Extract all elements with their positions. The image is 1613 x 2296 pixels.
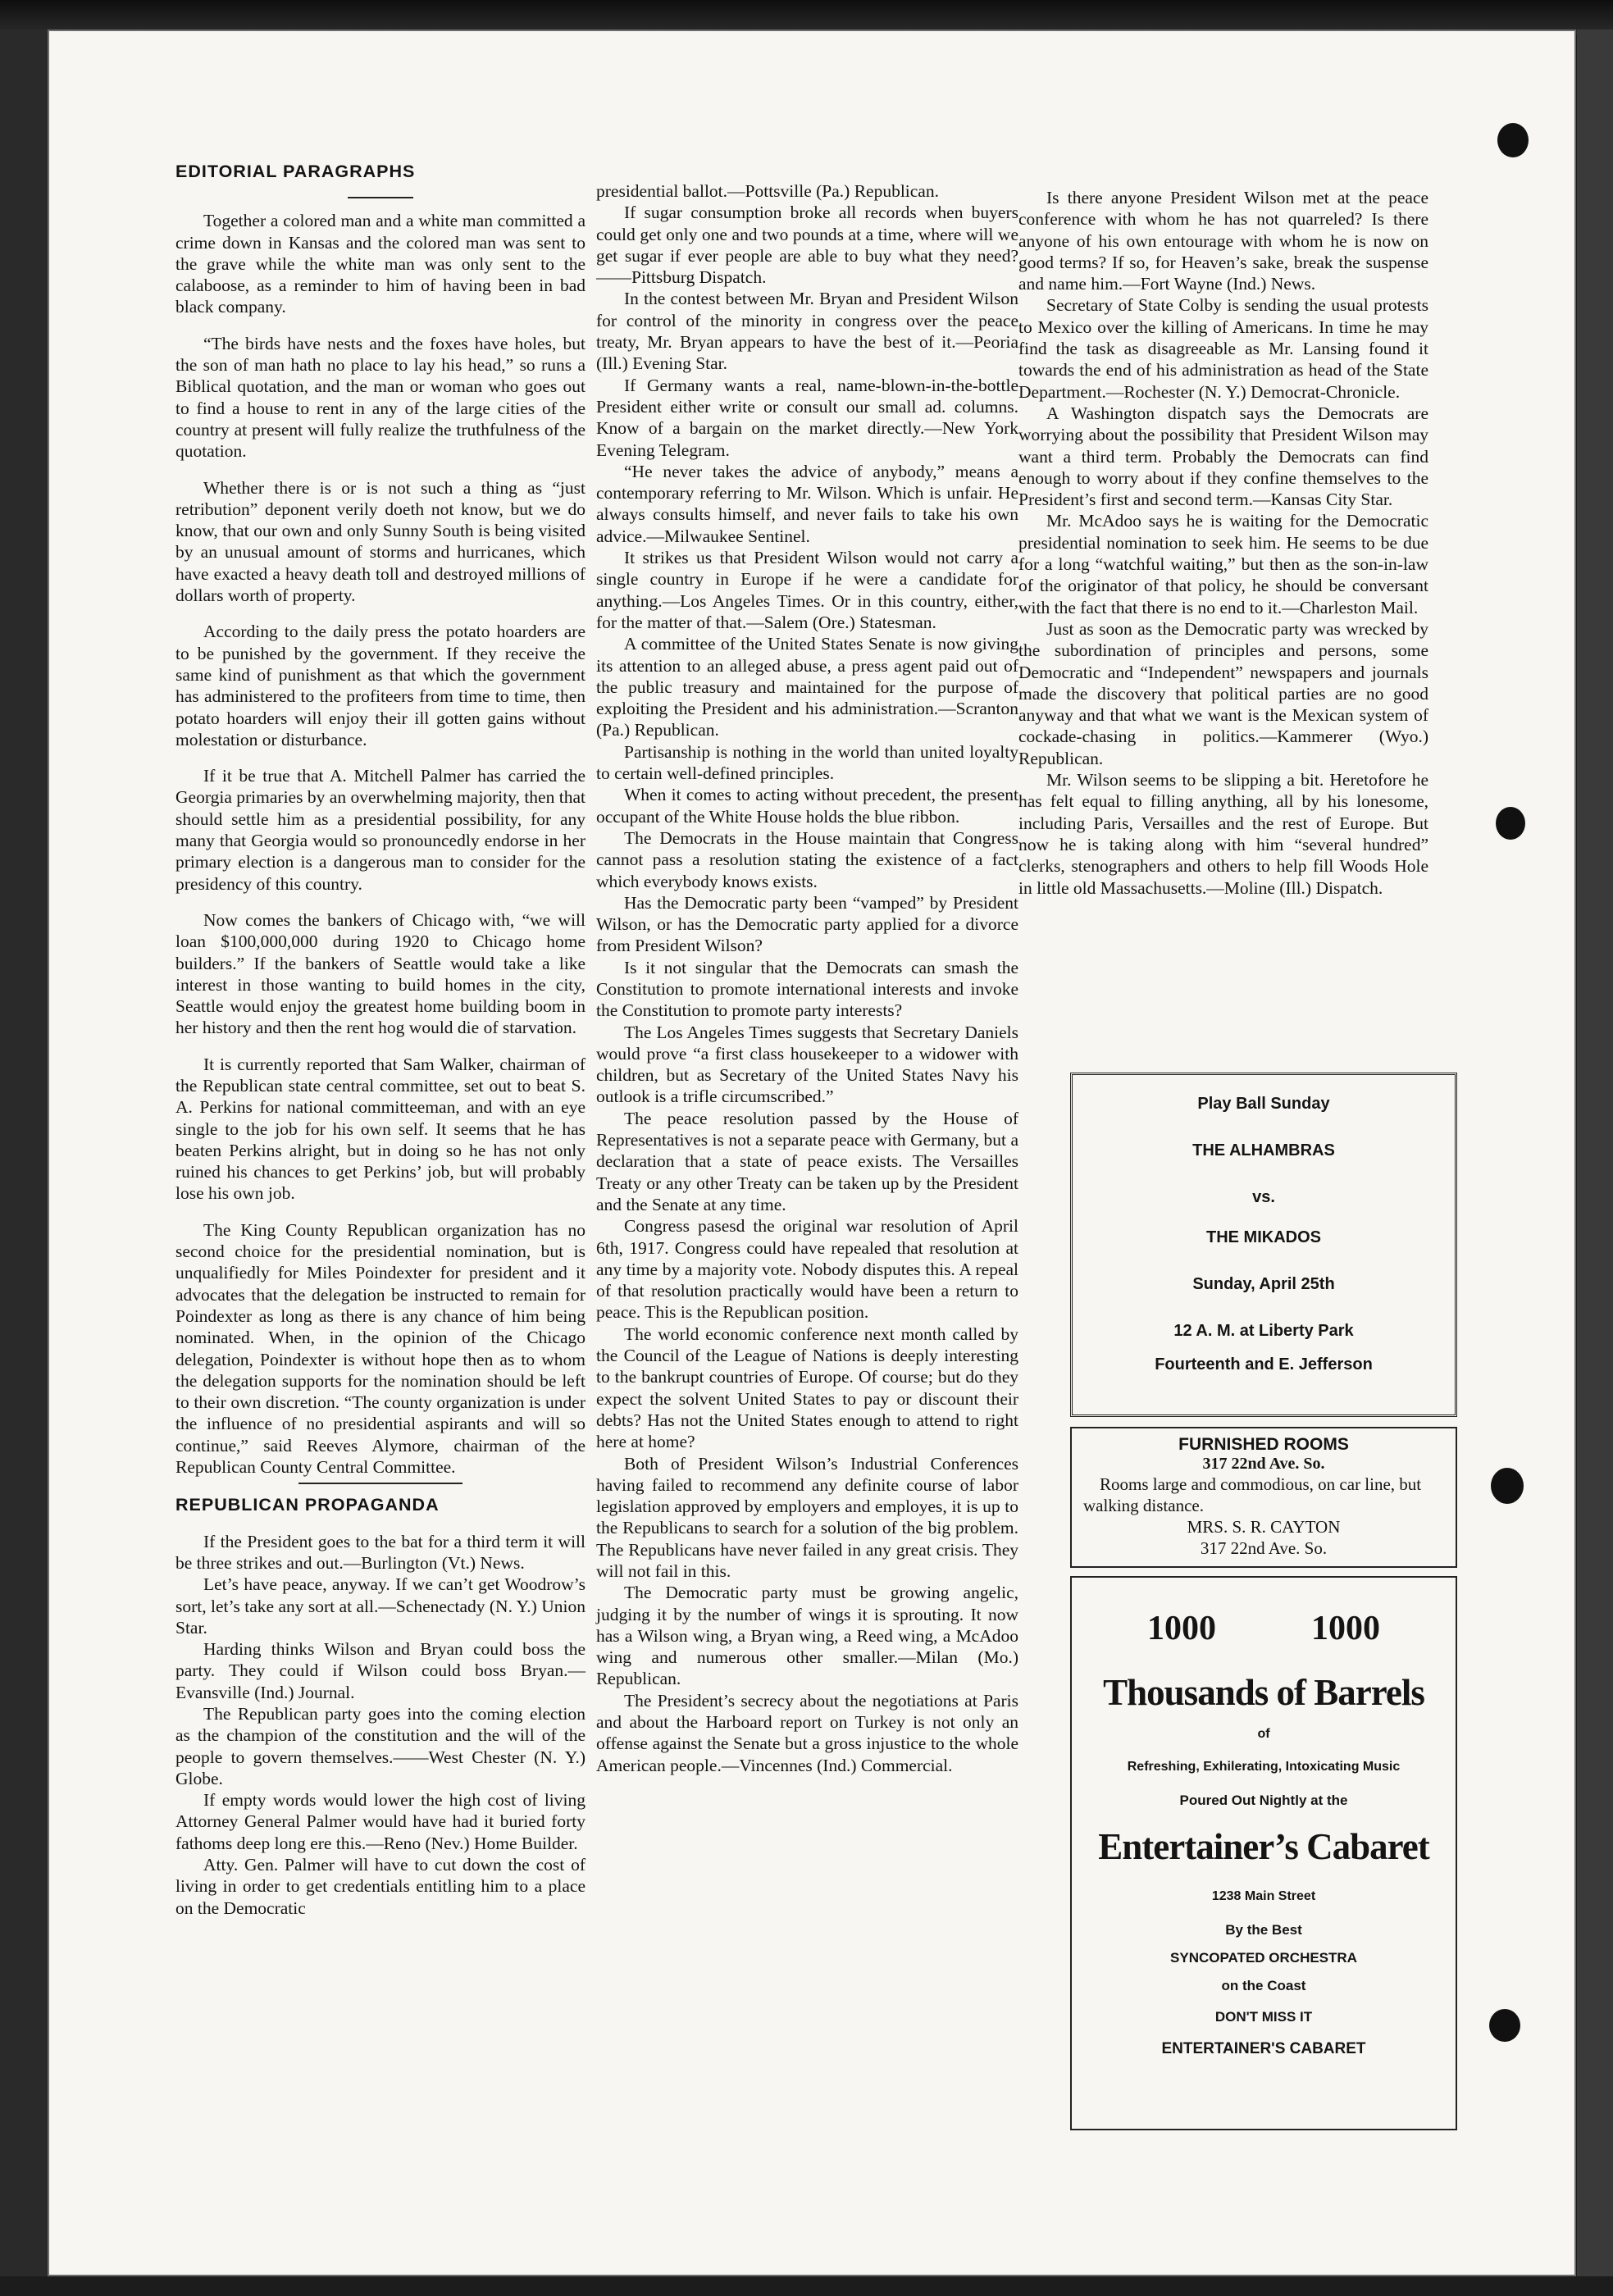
punch-hole-mark [1491, 1468, 1524, 1504]
column-3 [1018, 187, 1428, 899]
col3-paragraph: Mr. McAdoo says he is waiting for the Democratic presidential nomination to seek him. He seems to be due for a long “watchful waiting,” but then as the son-in-law of the originator of that policy, he should be conversant with the fact that there is no end to it.—Charleston Mail. [1018, 511, 1428, 617]
col2-paragraph: “He never takes the advice of anybody,” means a contemporary referring to Mr. Wilson. Which is unfair. He always consults himself, and never fails to take his own advice.—Milwaukee Sentinel. [596, 461, 1018, 546]
col2-paragraph: It strikes us that President Wilson would not carry a single country in Europe if he were a candidate for anything.—Los Angeles Times. Or in this country, either, for the matter of that.—Salem (Ore.) Statesman. [596, 548, 1018, 632]
cabaret-coast: on the Coast [1221, 1978, 1306, 1993]
cabaret-poured-line: Poured Out Nightly at the [1179, 1793, 1348, 1808]
column-1 [175, 161, 586, 1919]
col3-paragraph: Just as soon as the Democratic party was wrecked by the subordination of principles and persons, some Democratic and “Independent” newspapers and journals made the discovery that political parties are no good anyway and that what we want is the Mexican system of cockade-chasing in politics.—Kammerer (Wyo.) Republican. [1018, 618, 1428, 768]
col2-paragraph: If sugar consumption broke all records when buyers could get only one and two pounds at a time, where will we get sugar if ever people are able to buy what they need?——Pittsburg Dispatch. [596, 203, 1018, 288]
col2-paragraph: The President’s secrecy about the negotiations at Paris and about the Harboard report on Turkey is not only an offense against the Senate but a gross injustice to the whole American people.—Vincennes (Ind.) Commercial. [596, 1690, 1018, 1775]
scan-right-edge [1577, 30, 1613, 2276]
editorial-paragraph: According to the daily press the potato hoarders are to be punished by the government. If they receive the same kind of punishment as that which the government has administered to the profiteers from time to time, then potato hoarders will enjoy their ill gotten gains without molestation or disturbance. [175, 622, 586, 749]
cabaret-orchestra: SYNCOPATED ORCHESTRA [1170, 1950, 1357, 1966]
cabaret-number-right: 1000 [1311, 1610, 1380, 1647]
editorial-paragraph: Together a colored man and a white man committed a crime down in Kansas and the colored man was sent to the grave while the white man was only sent to the calaboose, as a reminder to him of having been in bad black company. [175, 211, 586, 317]
section-rule [298, 1483, 462, 1484]
propaganda-paragraph: If the President goes to the bat for a third term it will be three strikes and out.—Burlington (Vt.) News. [175, 1531, 586, 1573]
col2-paragraph: Partisanship is nothing in the world than united loyalty to certain well-defined principles. [596, 741, 1018, 784]
col2-paragraph: When it comes to acting without precedent, the present occupant of the White House holds the blue ribbon. [596, 785, 1018, 827]
ad-play-line: Fourteenth and E. Jefferson [1155, 1355, 1373, 1374]
editorial-paragraph: Whether there is or is not such a thing as “just retribution” deponent verily doeth not know, but we do know, that our own and only Sunny South is being visited by an unusual amount of storms and hurricanes, which have exacted a heavy death toll and destroyed millions of dollars worth of property. [175, 477, 586, 606]
col3-paragraph: A Washington dispatch says the Democrats are worrying about the possibility that President Wilson may want a third term. Probably the Democrats can find enough to worry about if they confine themselves to the President’s first and second term.—Kansas City Star. [1018, 403, 1428, 510]
propaganda-paragraph: Let’s have peace, anyway. If we can’t get Woodrow’s sort, let’s take any sort at all.—Schenectady (N. Y.) Union Star. [175, 1574, 586, 1638]
ad-play-line: 12 A. M. at Liberty Park [1173, 1322, 1354, 1340]
propaganda-paragraph: If empty words would lower the high cost of living Attorney General Palmer would have had it buried forty fathoms deep long ere this.—Reno (Nev.) Home Builder. [175, 1790, 586, 1853]
col2-paragraph: In the contest between Mr. Bryan and President Wilson for control of the minority in congress over the peace treaty, Mr. Bryan appears to have the best of it.—Peoria (Ill.) Evening Star. [596, 289, 1018, 374]
cabaret-of: of [1257, 1727, 1270, 1741]
col3-paragraph: Secretary of State Colby is sending the usual protests to Mexico over the killing of Americans. In time he may find the task as disagreeable as Mr. Lansing found it towards the end of his administration as head of the State Department.—Rochester (N. Y.) Democrat-Chronicle. [1018, 295, 1428, 402]
ad-play-line: Sunday, April 25th [1192, 1275, 1335, 1293]
propaganda-paragraph: Atty. Gen. Palmer will have to cut down the cost of living in order to get credentials entitling him to a place on the Democratic [175, 1855, 586, 1918]
ad-play-line: Play Ball Sunday [1197, 1095, 1330, 1113]
punch-hole-mark [1496, 807, 1525, 840]
col2-paragraph: Both of President Wilson’s Industrial Conferences having failed to recommend any definite course of labor legislation approved by employers and employes, it is up to the Republicans to search for a solution of the big problem. The Republicans have never failed in any great crisis. They will not fail in this. [596, 1453, 1018, 1581]
col2-paragraph: The Democrats in the House maintain that Congress cannot pass a resolution stating the existence of a fact which everybody knows exists. [596, 827, 1018, 891]
cabaret-name: Entertainer’s Cabaret [1098, 1826, 1429, 1867]
propaganda-heading: REPUBLICAN PROPAGANDA [175, 1495, 440, 1515]
col2-paragraph: The peace resolution passed by the House of Representatives is not a separate peace with Germany, but a declaration that a state of peace exists. The Versailles Treaty or any other Treaty can be taken up by the President and the Senate at any time. [596, 1108, 1018, 1214]
rooms-address-2: 317 22nd Ave. So. [1200, 1538, 1328, 1558]
col3-paragraph: Is there anyone President Wilson met at the peace conference with whom he has not quarreled? Is there anyone of his own entourage with whom he is now on good terms? If so, for Heaven’s sake, break the suspense and name him.—Fort Wayne (Ind.) News. [1018, 188, 1428, 294]
ad-play-line: THE ALHAMBRAS [1192, 1141, 1335, 1159]
propaganda-paragraph: The Republican party goes into the coming election as the champion of the constitution and the will of the people to govern themselves.——West Chester (N. Y.) Globe. [175, 1704, 586, 1788]
col2-paragraph: Has the Democratic party been “vamped” by President Wilson, or has the Democratic party applied for a divorce from President Wilson? [596, 892, 1018, 956]
col2-paragraph: Congress pasesd the original war resolution of April 6th, 1917. Congress could have repealed that resolution at any time by a majority vote. Nobody disputes this. A repeal of that resolution practically would have been a return to peace. This is the Republican position. [596, 1216, 1018, 1323]
editorial-paragraph: The King County Republican organization has no second choice for the presidential nomination, but is unqualifiedly for Miles Poindexter for president and it advocates that the delegation be instructed to remain for Poindexter as long as there is any chance of him being nominated. When, in the opinion of the Chicago delegation, Poindexter is without hope then as to whom the delegation supports for the nomination should be left to their own discretion. “The county organization is under the influence of no presidential aspirants and will so continue,” said Reeves Alymore, chairman of the Republican County Central Committee. [175, 1219, 586, 1478]
rooms-body: Rooms large and commodious, on car line, but walking distance. [1083, 1474, 1422, 1515]
punch-hole-mark [1489, 2009, 1520, 2042]
cabaret-number-left: 1000 [1147, 1610, 1216, 1647]
rooms-name: MRS. S. R. CAYTON [1187, 1517, 1341, 1537]
editorial-paragraph: If it be true that A. Mitchell Palmer has carried the Georgia primaries by an overwhelming majority, then that should settle him as a presidential possibility, for any many that Georgia would so pronouncedly endorse in her primary election is a dangerous man to consider for the presidency of this country. [175, 766, 586, 894]
scan-left-edge [0, 30, 48, 2276]
ad-entertainers-cabaret [1070, 1576, 1457, 2130]
col2-paragraph: If Germany wants a real, name-blown-in-the-bottle President either write or consult our small ad. columns. Know of a bargain on the market directly.—New York Evening Telegram. [596, 375, 1018, 460]
ad-furnished-rooms [1070, 1427, 1457, 1568]
editorial-heading: EDITORIAL PARAGRAPHS [175, 162, 416, 181]
ad-play-line: vs. [1252, 1188, 1275, 1206]
col2-paragraph: A committee of the United States Senate is now giving its attention to an alleged abuse, a press agent paid out of the public treasury and maintained for the purpose of exploiting the President and his administration.—Scranton (Pa.) Republican. [596, 634, 1018, 740]
ad-play-ball [1070, 1073, 1457, 1417]
col2-paragraph: presidential ballot.—Pottsville (Pa.) Republican. [596, 181, 939, 201]
rooms-title: FURNISHED ROOMS [1178, 1435, 1349, 1454]
propaganda-paragraph: Harding thinks Wilson and Bryan could boss the party. They could if Wilson could boss Bryan.—Evansville (Ind.) Journal. [175, 1639, 586, 1702]
rooms-address: 317 22nd Ave. So. [1202, 1455, 1325, 1473]
column-2 [596, 180, 1018, 1776]
cabaret-dont-miss: DON'T MISS IT [1214, 2009, 1313, 2025]
cabaret-music-line: Refreshing, Exhilerating, Intoxicating Music [1127, 1760, 1401, 1774]
punch-hole-mark [1497, 123, 1529, 157]
col2-paragraph: The world economic conference next month called by the Council of the League of Nations is deeply interesting to the bankrupt countries of Europe. Of course; but do they expect the solvent United States to pay or discount their debts? Has not the United States enough to attend to right here at home? [596, 1323, 1018, 1452]
editorial-paragraph: It is currently reported that Sam Walker, chairman of the Republican state central committee, set out to beat S. A. Perkins for national committeeman, and with an eye single to the job for his own self. It seems that he has beaten Perkins alright, but in doing so he has not only ruined his chances to get Perkins’ job, but will probably lose his own job. [175, 1054, 586, 1204]
editorial-paragraph: “The birds have nests and the foxes have holes, but the son of man hath no place to lay his head,” so runs a Biblical quotation, and the man or woman who goes out to find a house to rent in any of the large cities of the country at present will fully realize the truthfulness of the quotation. [175, 333, 586, 462]
heading-rule [348, 197, 413, 198]
col2-paragraph: Is it not singular that the Democrats can smash the Constitution to promote international interests and invoke the Constitution to promote party interests? [596, 957, 1018, 1021]
cabaret-numbers [1100, 1609, 1428, 1648]
editorial-paragraph: Now comes the bankers of Chicago with, “we will loan $100,000,000 during 1920 to Chicago home builders.” If the bankers of Seattle would take a like interest in those wanting to build homes in the city, Seattle would enjoy the greatest home building boom in her history and then the rent hog would die of starvation. [175, 909, 586, 1038]
col3-paragraph: Mr. Wilson seems to be slipping a bit. Heretofore he has felt equal to filling anything, all by his lonesome, including Paris, Versailles and the rest of Europe. But now he is taking along with him “several hundred” clerks, stenographers and others to help fill Woods Hole in little old Massachusetts.—Moline (Ill.) Dispatch. [1018, 770, 1428, 898]
col2-paragraph: The Los Angeles Times suggests that Secretary Daniels would prove “a first class housekeeper to a widower with children, but as Secretary of the United States Navy his outlook is a trifle circumscribed.” [596, 1022, 1018, 1107]
col2-paragraph: The Democratic party must be growing angelic, judging it by the number of wings it is sprouting. It now has a Wilson wing, a Bryan wing, a Reed wing, a McAdoo wing and numerous other smaller.—Milan (Mo.) Republican. [596, 1583, 1018, 1689]
ad-play-line: THE MIKADOS [1206, 1228, 1321, 1246]
cabaret-footer: ENTERTAINER'S CABARET [1161, 2040, 1366, 2057]
cabaret-by-line: By the Best [1225, 1922, 1302, 1938]
cabaret-headline: Thousands of Barrels [1103, 1672, 1424, 1713]
cabaret-street: 1238 Main Street [1211, 1889, 1316, 1903]
